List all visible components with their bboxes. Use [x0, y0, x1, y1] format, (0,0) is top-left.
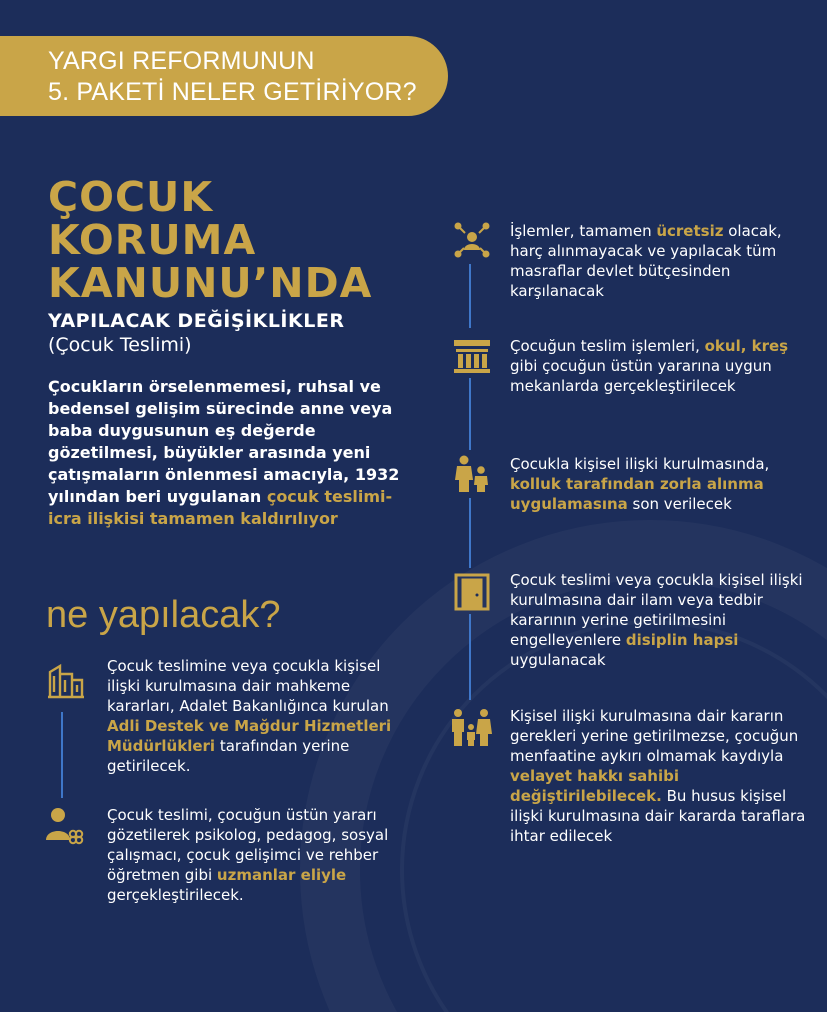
right-item-3	[510, 454, 810, 514]
right-item-4-text-end: uygulanacak	[510, 651, 606, 669]
left-item-1-text: Çocuk teslimine veya çocukla kişisel ilişki kurulmasına dair mahkeme kararları, Adalet Bakanlığınca kurulan	[107, 657, 389, 715]
right-item-4-text: Çocuk teslimi veya çocukla kişisel ilişki kurulmasına dair ilam veya tedbir kararının yerine getirilmesini engelleyenlere	[510, 571, 803, 649]
right-item-5-text: Kişisel ilişki kurulmasına dair kararın gerekleri yerine getirilmezse, çocuğun menfaatine aykırı olmamak kaydıyla	[510, 707, 799, 765]
door-icon	[452, 572, 492, 612]
right-item-2-highlight: okul, kreş	[704, 337, 789, 355]
expert-person-icon	[44, 806, 84, 846]
banner-line-1: YARGI REFORMUNUN	[48, 47, 315, 75]
page-title	[48, 173, 373, 307]
right-item-1	[510, 221, 810, 301]
intro-text: Çocukların örselenmemesi, ruhsal ve bedensel gelişim sürecinde anne veya baba duygusunun eş değerde gözetilmesi, büyükler arasında yeni çatışmaların önlenmesi amacıyla, 1932 yılından beri uygulanan	[48, 377, 400, 506]
title-line-3: KANUNU’NDA	[48, 259, 373, 307]
right-item-1-highlight: ücretsiz	[656, 222, 724, 240]
right-item-2-text: Çocuğun teslim işlemleri,	[510, 337, 705, 355]
right-item-1-text: İşlemler, tamamen	[510, 222, 657, 240]
left-item-2	[107, 805, 407, 905]
intro-paragraph	[48, 376, 408, 530]
left-item-2-highlight: uzmanlar eliyle	[216, 866, 347, 884]
right-item-5-text-end: Bu husus kişisel ilişki kurulmasına dair kararda taraflara ihtar edilecek	[510, 787, 806, 845]
right-item-2	[510, 336, 810, 396]
left-item-2-text-end: gerçekleştirilecek.	[107, 886, 244, 904]
left-item-2-text: Çocuk teslimi, çocuğun üstün yararı gözetilerek psikolog, pedagog, sosyal çalışmacı, çocuk gelişimci ve rehber öğretmen gibi	[107, 806, 389, 884]
intro-highlight: çocuk teslimi-icra ilişkisi tamamen kaldırılıyor	[48, 487, 393, 528]
timeline-line-right-3	[469, 498, 471, 568]
title-line-2: KORUMA	[48, 216, 257, 264]
right-item-5-highlight: velayet hakkı sahibi değiştirilebilecek.	[510, 767, 679, 805]
left-item-1	[107, 656, 407, 776]
school-building-icon	[452, 336, 492, 376]
left-item-1-text-end: tarafından yerine getirilecek.	[107, 737, 350, 775]
timeline-line-right-4	[469, 614, 471, 700]
family-icon	[450, 708, 490, 748]
right-item-3-text: Çocukla kişisel ilişki kurulmasında,	[510, 455, 770, 473]
left-item-1-highlight: Adli Destek ve Mağdur Hizmetleri Müdürlükleri	[107, 717, 392, 755]
right-item-4	[510, 570, 810, 670]
timeline-line-right-1	[469, 264, 471, 328]
right-item-2-text-end: gibi çocuğun üstün yararına uygun mekanlarda gerçekleştirilecek	[510, 357, 772, 395]
network-people-icon	[452, 220, 492, 260]
parent-child-icon	[452, 454, 492, 494]
courthouse-building-icon	[46, 660, 86, 700]
timeline-line-left	[61, 712, 63, 798]
banner-line-2: 5. PAKETİ NELER GETİRİYOR?	[48, 78, 417, 106]
page-subtitle: YAPILACAK DEĞİŞİKLİKLER	[48, 310, 345, 332]
page-subtitle-note: (Çocuk Teslimi)	[48, 334, 192, 356]
right-item-4-highlight: disiplin hapsi	[625, 631, 739, 649]
right-item-3-highlight: kolluk tarafından zorla alınma uygulamasına	[510, 475, 764, 513]
header-banner	[0, 36, 448, 116]
right-item-1-text-end: olacak, harç alınmayacak ve yapılacak tüm masraflar devlet bütçesinden karşılanacak	[510, 222, 782, 300]
section-heading: ne yapılacak?	[46, 594, 281, 636]
right-item-5	[510, 706, 810, 846]
title-line-1: ÇOCUK	[48, 173, 214, 221]
right-item-3-text-end: son verilecek	[627, 495, 732, 513]
timeline-line-right-2	[469, 378, 471, 450]
